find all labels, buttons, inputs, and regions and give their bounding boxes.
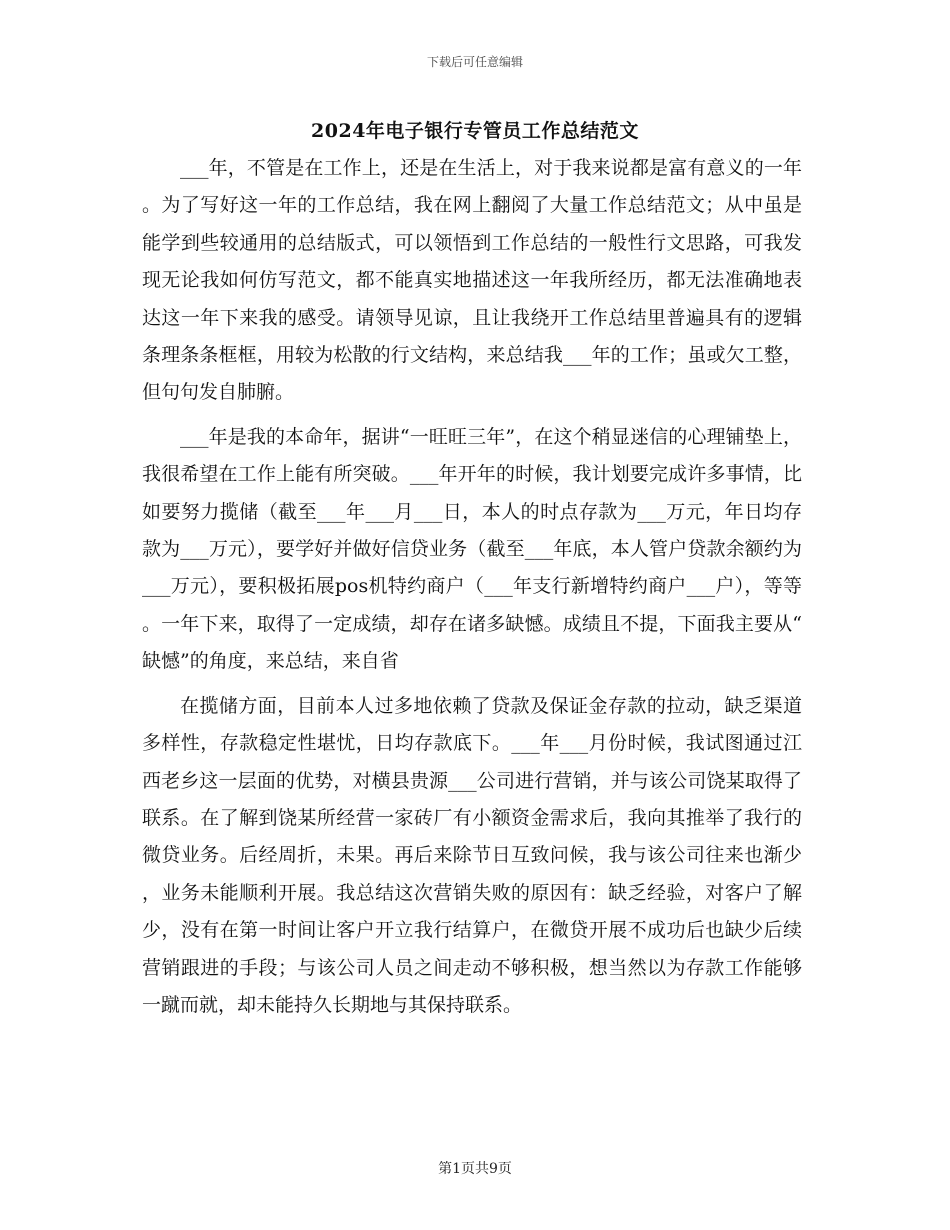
paragraph-2: ___年是我的本命年，据讲“一旺旺三年”，在这个稍显迷信的心理铺垫上，我很希望在工作上能有所突破。___年开年的时候，我计划要完成许多事情，比如要努力揽储（截至___年___月___日，本人的时点存款为___万元，年日均存款为___万元），要学好并做好信贷业务（截至___年底，本人管户贷款余额约为___万元），要积极拓展pos机特约商户（___年支行新增特约商户___户），等等。一年下来，取得了一定成绩，却存在诸多缺憾。成绩且不提，下面我主要从“缺憾”的角度，来总结，来自省 (142, 425, 802, 673)
page-number: 第1页共9页 (438, 1161, 512, 1177)
page-header-note: 下载后可任意编辑 (426, 55, 523, 69)
document-title: 2024年电子银行专管员工作总结范文 (311, 120, 639, 142)
paragraph-3: 在揽储方面，目前本人过多地依赖了贷款及保证金存款的拉动，缺乏渠道多样性，存款稳定性堪忧，日均存款底下。___年___月份时候，我试图通过江西老乡这一层面的优势，对横县贵源___公司进行营销，并与该公司饶某取得了联系。在了解到饶某所经营一家砖厂有小额资金需求后，我向其推举了我行的微贷业务。后经周折，未果。再后来除节日互致问候，我与该公司往来也渐少，业务未能顺利开展。我总结这次营销失败的原因有：缺乏经验，对客户了解少，没有在第一时间让客户开立我行结算户，在微贷开展不成功后也缺少后续营销跟进的手段；与该公司人员之间走动不够积极，想当然以为存款工作能够一蹴而就，却未能持久长期地与其保持联系。 (142, 694, 802, 1016)
paragraph-1: ___年，不管是在工作上，还是在生活上，对于我来说都是富有意义的一年。为了写好这一年的工作总结，我在网上翻阅了大量工作总结范文；从中虽是能学到些较通用的总结版式，可以领悟到工作总结的一般性行文思路，可我发现无论我如何仿写范文，都不能真实地描述这一年我所经历，都无法准确地表达这一年下来我的感受。请领导见谅，且让我绕开工作总结里普遍具有的逻辑条理条条框框，用较为松散的行文结构，来总结我___年的工作；虽或欠工整，但句句发自肺腑。 (142, 157, 802, 404)
document-body (142, 150, 802, 1031)
